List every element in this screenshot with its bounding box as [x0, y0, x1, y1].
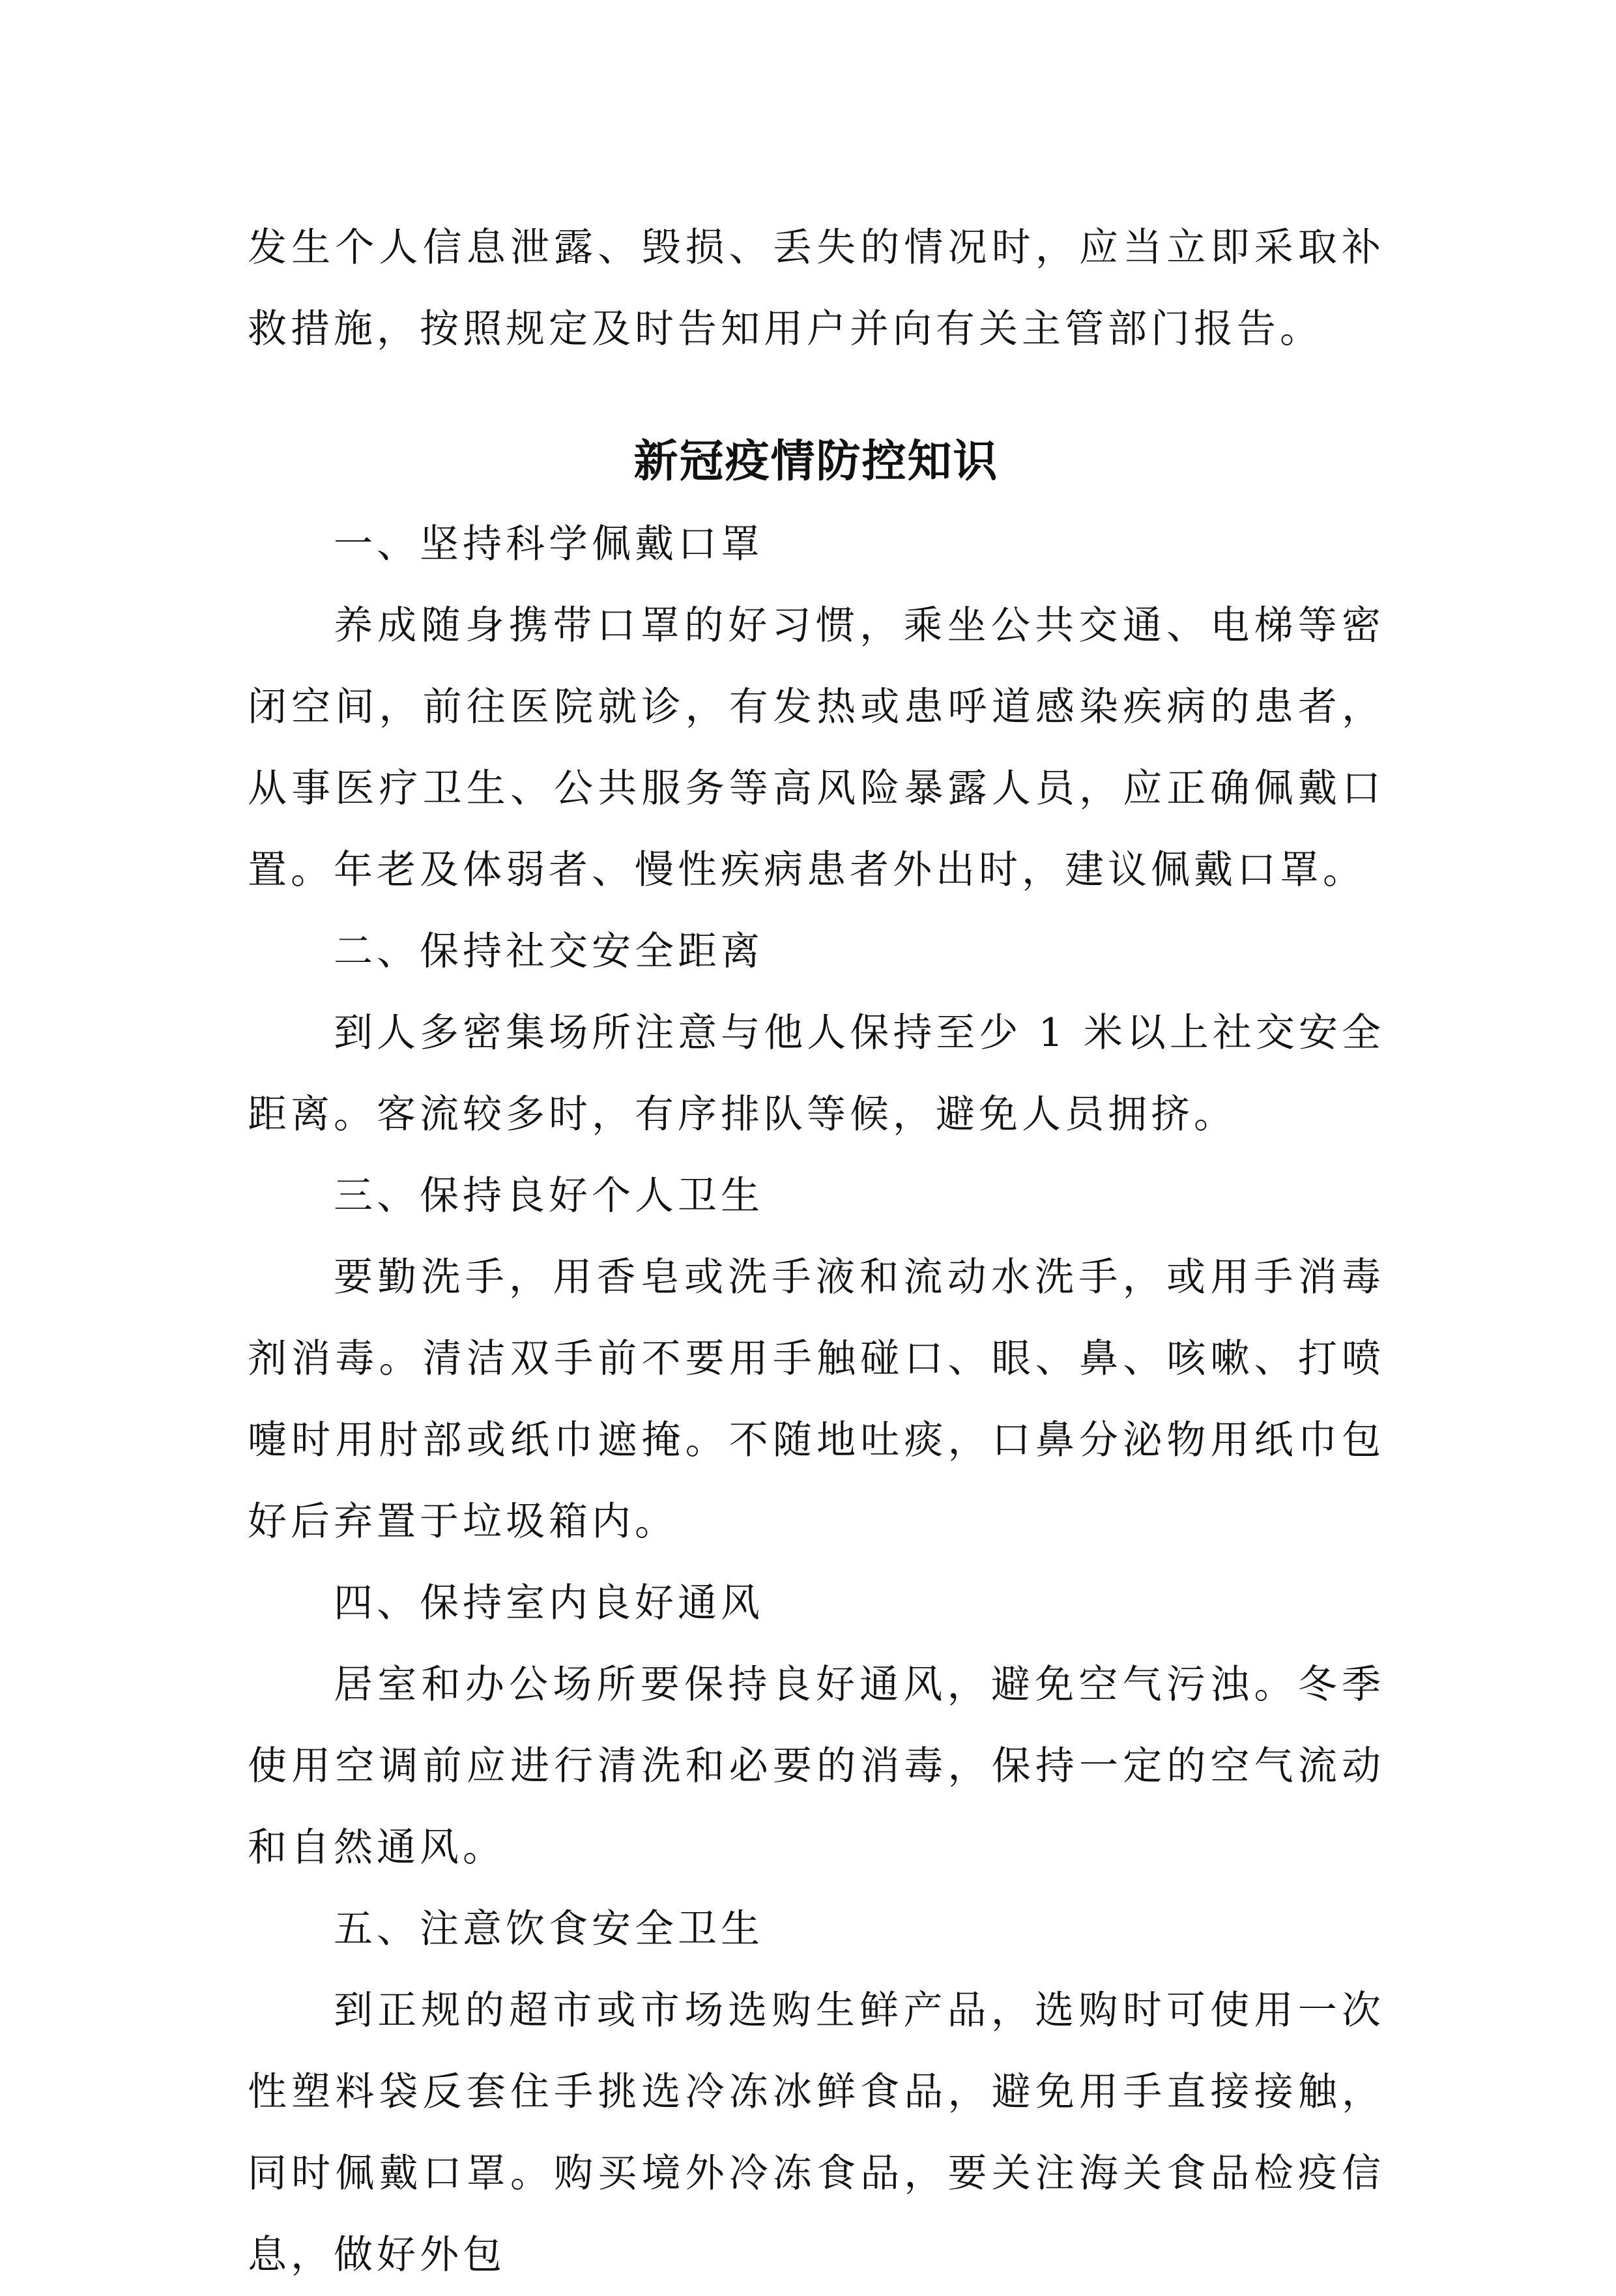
document-body	[248, 207, 1385, 2296]
section-paragraph-1: 养成随身携带口罩的好习惯，乘坐公共交通、电梯等密闭空间，前往医院就诊，有发热或患呼道感染疾病的患者，从事医疗卫生、公共服务等高风险暴露人员，应正确佩戴口置。年老及体弱者、慢性疾病患者外出时，建议佩戴口罩。	[248, 603, 1385, 893]
section-heading-4: 四、保持室内良好通风	[334, 1580, 764, 1626]
section-paragraph-2: 到人多密集场所注意与他人保持至少 1 米以上社交安全距离。客流较多时，有序排队等候，避免人员拥挤。	[248, 1010, 1385, 1137]
section-heading-2: 二、保持社交安全距离	[334, 929, 764, 974]
page-title: 新冠疫情防控知识	[633, 435, 999, 487]
section-paragraph-3: 要勤洗手，用香皂或洗手液和流动水洗手，或用手消毒剂消毒。清洁双手前不要用手触碰口、眼、鼻、咳嗽、打喷嚏时用肘部或纸巾遮掩。不随地吐痰，口鼻分泌物用纸巾包好后弃置于垃圾箱内。	[248, 1255, 1385, 1545]
section-heading-5: 五、注意饮食安全卫生	[334, 1906, 764, 1952]
intro-paragraph: 发生个人信息泄露、毁损、丢失的情况时，应当立即采取补救措施，按照规定及时告知用户并向有关主管部门报告。	[248, 225, 1385, 352]
section-paragraph-4: 居室和办公场所要保持良好通风，避免空气污浊。冬季使用空调前应进行清洗和必要的消毒，保持一定的空气流动和自然通风。	[248, 1662, 1385, 1870]
section-paragraph-5: 到正规的超市或市场选购生鲜产品，选购时可使用一次性塑料袋反套住手挑选冷冻冰鲜食品，避免用手直接接触，同时佩戴口罩。购买境外冷冻食品，要关注海关食品检疫信息，做好外包	[248, 1988, 1385, 2278]
section-heading-3: 三、保持良好个人卫生	[334, 1173, 764, 1219]
section-heading-1: 一、坚持科学佩戴口罩	[334, 521, 764, 567]
